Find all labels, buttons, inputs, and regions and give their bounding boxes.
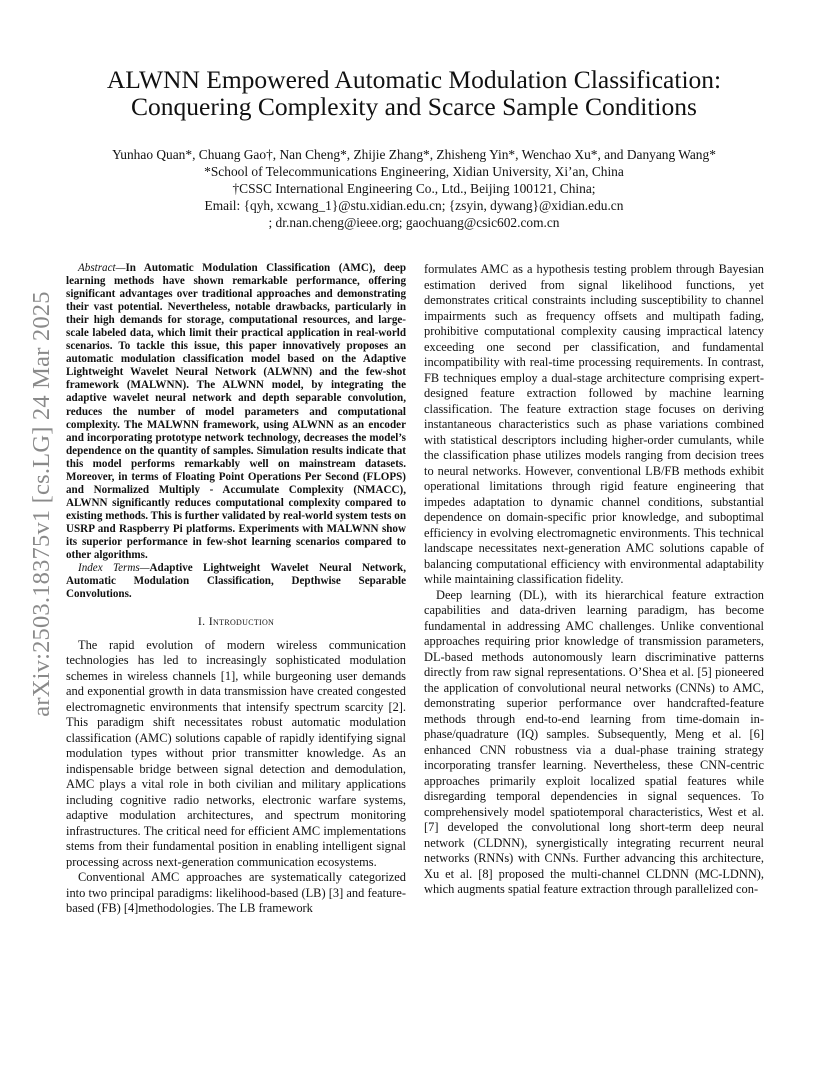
index-terms-label: Index Terms—: [78, 562, 150, 575]
author-names: Yunhao Quan*, Chuang Gao†, Nan Cheng*, Zhijie Zhang*, Zhisheng Yin*, Wenchao Xu*, and Danyang Wang*: [112, 147, 716, 162]
abstract-label: Abstract—: [78, 262, 126, 274]
body-paragraph: formulates AMC as a hypothesis testing problem through Bayesian estimation derived from signal likelihood functions, yet demonstrates critical constraints including susceptibility to channel impairments such as frequency offsets and multipath fading, prohibitive computational complexity causing impractical latency exceeding one second per classification, and fundamental incompatibility with real-time processing requirements. In contrast, FB techniques employ a dual-stage architecture comprising expert-designed feature extraction followed by machine learning classification. The feature extraction stage focuses on deriving instantaneous characteristics such as phase variations combined with statistical descriptors including higher-order cumulants, while the classification phase utilizes models ranging from decision trees to neural networks. However, conventional LB/FB methods exhibit operational limitations through rigid feature engineering that impedes adaptation to dynamic channel conditions, substantial dependence on domain-specific prior knowledge, and suboptimal efficiency in evolving electromagnetic environments. This technical landscape necessitates next-generation AMC solutions capable of balancing computational efficiency with environmental adaptability while maintaining classification fidelity.: [424, 262, 764, 586]
email-line-1: Email: {qyh, xcwang_1}@stu.xidian.edu.cn; {zsyin, dywang}@xidian.edu.cn: [204, 198, 624, 213]
section-heading: [66, 614, 406, 630]
body-paragraph: The rapid evolution of modern wireless communication technologies has led to increasingly sophisticated modulation schemes in wireless channels [1], while burgeoning user demands and exponential growth in data transmission have created congested electromagnetic environments that intensify spectrum scarcity [2]. This paradigm shift necessitates robust automatic modulation classification (AMC) solutions capable of rapidly identifying signal modulation types without prior transmitter knowledge. As an indispensable bridge between signal detection and demodulation, AMC plays a vital role in both civilian and military applications including cognitive radio networks, electronic warfare systems, adaptive modulation architectures, and spectrum monitoring infrastructures. The critical need for efficient AMC implementations stems from their fundamental position in enabling intelligent signal processing across next-generation communication ecosystems.: [66, 637, 406, 869]
section-number: I.: [197, 614, 206, 629]
abstract-text: In Automatic Modulation Classification (AMC), deep learning methods have shown remarkable performance, offering significant advantages over traditional approaches and demonstrating their vast potential. Nevertheless, notable drawbacks, particularly in their high demands for storage, computational resources, and large-scale labeled data, which limit their practical application in real-world scenarios. To tackle this issue, this paper innovatively proposes an automatic modulation classification model based on the Adaptive Lightweight Wavelet Neural Network (ALWNN) and the few-shot framework (MALWNN). The ALWNN model, by integrating the adaptive wavelet neural network and depth separable convolution, reduces the number of model parameters and computational complexity. The MALWNN framework, using ALWNN as an encoder and incorporating prototype network technology, decreases the model’s dependence on the quantity of samples. Simulation results indicate that this model performs remarkably well on mainstream datasets. Moreover, in terms of Floating Point Operations Per Second (FLOPS) and Normalized Multiply - Accumulate Complexity (NMACC), ALWNN significantly reduces computational complexity compared to existing methods. This is further validated by real-world system tests on USRP and Raspberry Pi platforms. Experiments with MALWNN show its superior performance in few-shot learning scenarios compared to other algorithms.: [66, 262, 406, 562]
body-paragraph: Deep learning (DL), with its hierarchical feature extraction capabilities and data-driven learning paradigm, has become fundamental in addressing AMC challenges. Unlike conventional approaches requiring prior knowledge of transmission parameters, DL-based methods autonomously learn discriminative patterns directly from raw signal representations. O’Shea et al. [5] pioneered the application of convolutional neural networks (CNNs) to AMC, demonstrating superior performance over handcrafted-feature methods through end-to-end learning from time-domain in-phase/quadrature (IQ) samples. Subsequently, Meng et al. [6] enhanced CNN robustness via a dual-phase training strategy incorporating transfer learning. Nevertheless, these CNN-centric approaches primarily exploit localized spatial features while disregarding temporal dependencies in signal sequences. To comprehensively model spatiotemporal characteristics, West et al. [7] developed the convolutional long short-term deep neural network (CLDNN), synergistically integrating recurrent neural networks (RNNs) with CNNs. Further advancing this architecture, Xu et al. [8] proposed the multi-channel CLDNN (MC-LDNN), which augments spatial feature extraction through parallelized con-: [424, 587, 764, 896]
index-terms: [66, 562, 406, 601]
right-column: [424, 262, 764, 898]
body-paragraph: Conventional AMC approaches are systematically categorized into two principal paradigms: likelihood-based (LB) [3] and feature-based (FB) [4]methodologies. The LB framework: [66, 870, 406, 916]
title-line-1: ALWNN Empowered Automatic Modulation Classification:: [106, 65, 722, 94]
arxiv-identifier: arXiv:2503.18375v1 [cs.LG] 24 Mar 2025: [28, 291, 55, 717]
paper-title: [40, 66, 788, 120]
author-block: [40, 146, 788, 231]
left-column: [66, 262, 406, 917]
section-title: Introduction: [208, 614, 275, 629]
affiliation-2: †CSSC International Engineering Co., Ltd., Beijing 100121, China;: [232, 181, 596, 196]
abstract: [66, 262, 406, 562]
email-line-2: ; dr.nan.cheng@ieee.org; gaochuang@csic602.com.cn: [268, 215, 560, 230]
affiliation-1: *School of Telecommunications Engineering, Xidian University, Xi’an, China: [204, 164, 624, 179]
arxiv-sidebar-stamp: [22, 284, 62, 724]
title-line-2: Conquering Complexity and Scarce Sample Conditions: [131, 92, 697, 121]
index-terms-text: Adaptive Lightweight Wavelet Neural Network, Automatic Modulation Classification, Depthwise Separable Convolutions.: [66, 562, 406, 601]
